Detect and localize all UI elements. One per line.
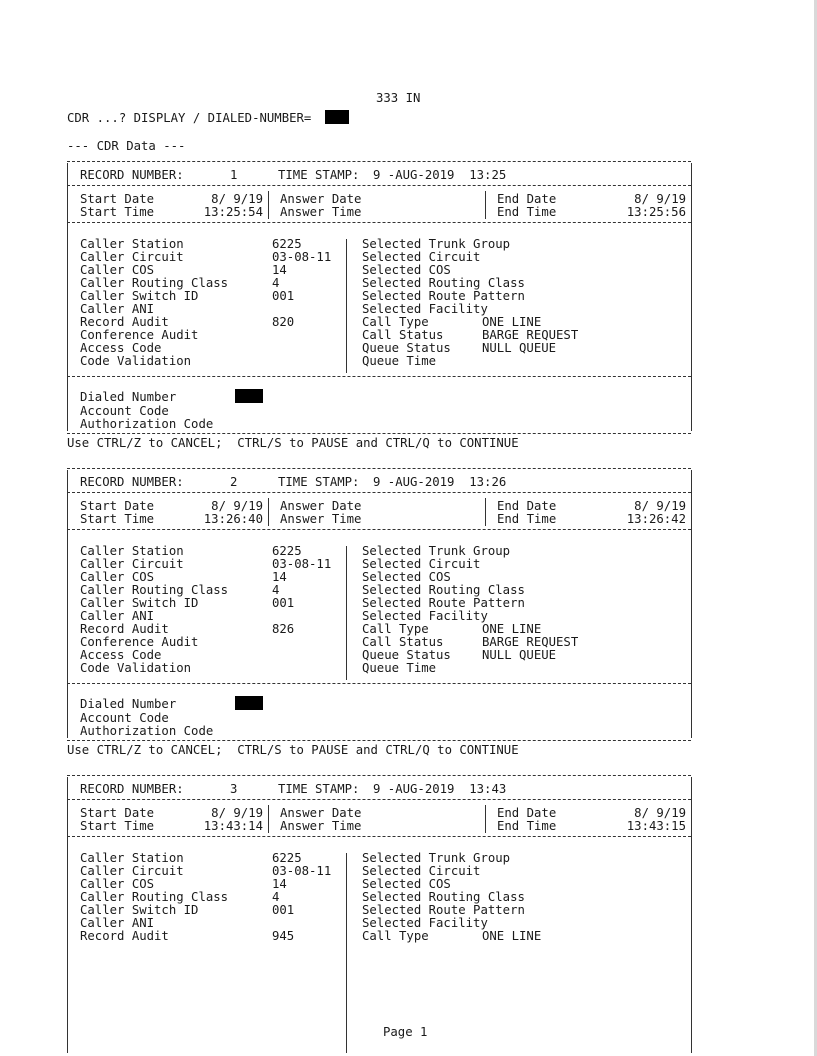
selected-field-label: Selected COS [362,570,451,584]
start-time-label: Start Time [80,512,155,526]
selected-field-label: Selected Route Pattern [362,903,525,917]
column-divider [346,546,347,680]
authorization-code-label: Authorization Code [80,417,214,431]
caller-field-value: 4 [272,276,280,290]
dashed-rule [67,222,691,223]
caller-field-value: 14 [272,570,287,584]
record-number-value: 3 [230,782,238,796]
column-divider [346,239,347,373]
caller-field-label: Access Code [80,648,162,662]
page-header-label: 333 IN [376,91,421,105]
dialed-number-label: Dialed Number [80,697,177,711]
dashed-rule [67,799,691,800]
caller-field-label: Access Code [80,341,162,355]
selected-field-label: Selected Route Pattern [362,596,525,610]
dashed-rule [67,836,691,837]
redaction-block [235,389,263,403]
caller-field-label: Caller COS [80,263,155,277]
selected-field-value: ONE LINE [482,622,542,636]
answer-date-label: Answer Date [280,192,362,206]
caller-field-label: Caller Routing Class [80,276,229,290]
start-date-value: 8/ 9/19 [211,499,263,513]
caller-field-label: Code Validation [80,661,192,675]
start-date-label: Start Date [80,806,155,820]
selected-field-label: Call Status [362,328,444,342]
section-title: --- CDR Data --- [67,139,186,153]
caller-field-value: 14 [272,877,287,891]
selected-field-label: Selected Trunk Group [362,237,511,251]
caller-field-value: 03-08-11 [272,557,332,571]
caller-field-value: 945 [272,929,295,943]
caller-field-value: 03-08-11 [272,864,332,878]
end-date-label: End Date [497,192,557,206]
dialed-number-label: Dialed Number [80,390,177,404]
caller-field-label: Record Audit [80,929,169,943]
caller-field-label: Caller Circuit [80,557,184,571]
selected-field-value: NULL QUEUE [482,648,557,662]
selected-field-label: Call Type [362,622,429,636]
start-date-value: 8/ 9/19 [211,192,263,206]
caller-field-label: Caller Switch ID [80,903,199,917]
end-date-value: 8/ 9/19 [634,192,686,206]
end-time-label: End Time [497,819,557,833]
column-divider [691,470,692,738]
caller-field-label: Caller Station [80,851,184,865]
column-divider [346,853,347,1053]
selected-field-label: Selected Circuit [362,864,481,878]
caller-field-label: Caller Routing Class [80,583,229,597]
column-divider [268,498,269,526]
dashed-rule [67,775,691,776]
selected-field-label: Queue Status [362,341,451,355]
start-time-label: Start Time [80,819,155,833]
start-date-value: 8/ 9/19 [211,806,263,820]
start-date-label: Start Date [80,192,155,206]
selected-field-value: BARGE REQUEST [482,328,579,342]
caller-field-label: Caller Switch ID [80,289,199,303]
redaction-block [235,696,263,710]
caller-field-label: Caller COS [80,570,155,584]
selected-field-label: Selected Facility [362,916,488,930]
caller-field-label: Record Audit [80,315,169,329]
end-time-value: 13:25:56 [626,205,686,219]
column-divider [485,191,486,219]
column-divider [268,805,269,833]
caller-field-value: 826 [272,622,295,636]
selected-field-label: Queue Time [362,661,437,675]
authorization-code-label: Authorization Code [80,724,214,738]
continue-prompt: Use CTRL/Z to CANCEL; CTRL/S to PAUSE and CTRL/Q to CONTINUE [67,436,519,450]
column-divider [485,805,486,833]
selected-field-label: Selected Routing Class [362,583,525,597]
dashed-rule [67,468,691,469]
caller-field-label: Caller Station [80,544,184,558]
dashed-rule [67,740,691,741]
time-stamp-label: TIME STAMP: [278,475,360,489]
dashed-rule [67,376,691,377]
caller-field-value: 6225 [272,544,302,558]
answer-time-label: Answer Time [280,512,362,526]
end-time-value: 13:43:15 [626,819,686,833]
caller-field-value: 001 [272,903,295,917]
selected-field-label: Selected Routing Class [362,276,525,290]
column-divider [691,777,692,1053]
selected-field-value: ONE LINE [482,929,542,943]
caller-field-label: Caller COS [80,877,155,891]
caller-field-label: Caller ANI [80,609,155,623]
start-time-value: 13:26:40 [203,512,263,526]
column-divider [67,470,68,738]
end-time-value: 13:26:42 [626,512,686,526]
caller-field-label: Caller Circuit [80,864,184,878]
answer-date-label: Answer Date [280,499,362,513]
selected-field-label: Call Type [362,315,429,329]
selected-field-label: Selected Circuit [362,557,481,571]
selected-field-label: Queue Status [362,648,451,662]
end-time-label: End Time [497,512,557,526]
selected-field-value: ONE LINE [482,315,542,329]
start-date-label: Start Date [80,499,155,513]
selected-field-label: Call Status [362,635,444,649]
start-time-value: 13:25:54 [203,205,263,219]
caller-field-value: 820 [272,315,295,329]
answer-time-label: Answer Time [280,205,362,219]
dashed-rule [67,185,691,186]
selected-field-label: Selected COS [362,263,451,277]
caller-field-value: 4 [272,583,280,597]
column-divider [691,163,692,431]
selected-field-label: Selected Facility [362,609,488,623]
dashed-rule [67,492,691,493]
caller-field-label: Code Validation [80,354,192,368]
selected-field-value: BARGE REQUEST [482,635,579,649]
selected-field-label: Selected Trunk Group [362,851,511,865]
caller-field-label: Caller Routing Class [80,890,229,904]
caller-field-value: 03-08-11 [272,250,332,264]
record-number-label: RECORD NUMBER: [80,168,184,182]
caller-field-label: Caller Switch ID [80,596,199,610]
column-divider [268,191,269,219]
record-number-value: 1 [230,168,238,182]
time-stamp-value: 9 -AUG-2019 13:25 [373,168,507,182]
time-stamp-value: 9 -AUG-2019 13:43 [373,782,507,796]
answer-time-label: Answer Time [280,819,362,833]
time-stamp-label: TIME STAMP: [278,168,360,182]
continue-prompt: Use CTRL/Z to CANCEL; CTRL/S to PAUSE and CTRL/Q to CONTINUE [67,743,519,757]
dashed-rule [67,683,691,684]
caller-field-label: Caller ANI [80,916,155,930]
record-number-label: RECORD NUMBER: [80,475,184,489]
selected-field-label: Selected Routing Class [362,890,525,904]
time-stamp-label: TIME STAMP: [278,782,360,796]
selected-field-label: Selected Route Pattern [362,289,525,303]
selected-field-value: NULL QUEUE [482,341,557,355]
caller-field-label: Caller Station [80,237,184,251]
account-code-label: Account Code [80,404,169,418]
redaction-block [325,110,349,124]
page-footer: Page 1 [383,1025,428,1039]
command-line: CDR ...? DISPLAY / DIALED-NUMBER= [67,111,312,125]
caller-field-label: Conference Audit [80,328,199,342]
selected-field-label: Selected Circuit [362,250,481,264]
caller-field-label: Conference Audit [80,635,199,649]
column-divider [67,777,68,1053]
start-time-value: 13:43:14 [203,819,263,833]
record-number-label: RECORD NUMBER: [80,782,184,796]
column-divider [67,163,68,431]
answer-date-label: Answer Date [280,806,362,820]
caller-field-value: 4 [272,890,280,904]
end-date-label: End Date [497,499,557,513]
end-date-value: 8/ 9/19 [634,806,686,820]
selected-field-label: Queue Time [362,354,437,368]
caller-field-label: Caller Circuit [80,250,184,264]
record-number-value: 2 [230,475,238,489]
dashed-rule [67,161,691,162]
caller-field-value: 6225 [272,237,302,251]
column-divider [485,498,486,526]
caller-field-value: 001 [272,596,295,610]
time-stamp-value: 9 -AUG-2019 13:26 [373,475,507,489]
end-date-label: End Date [497,806,557,820]
start-time-label: Start Time [80,205,155,219]
dashed-rule [67,529,691,530]
selected-field-label: Call Type [362,929,429,943]
end-time-label: End Time [497,205,557,219]
caller-field-value: 6225 [272,851,302,865]
caller-field-label: Record Audit [80,622,169,636]
selected-field-label: Selected Trunk Group [362,544,511,558]
end-date-value: 8/ 9/19 [634,499,686,513]
selected-field-label: Selected Facility [362,302,488,316]
caller-field-value: 001 [272,289,295,303]
caller-field-label: Caller ANI [80,302,155,316]
caller-field-value: 14 [272,263,287,277]
selected-field-label: Selected COS [362,877,451,891]
account-code-label: Account Code [80,711,169,725]
dashed-rule [67,433,691,434]
